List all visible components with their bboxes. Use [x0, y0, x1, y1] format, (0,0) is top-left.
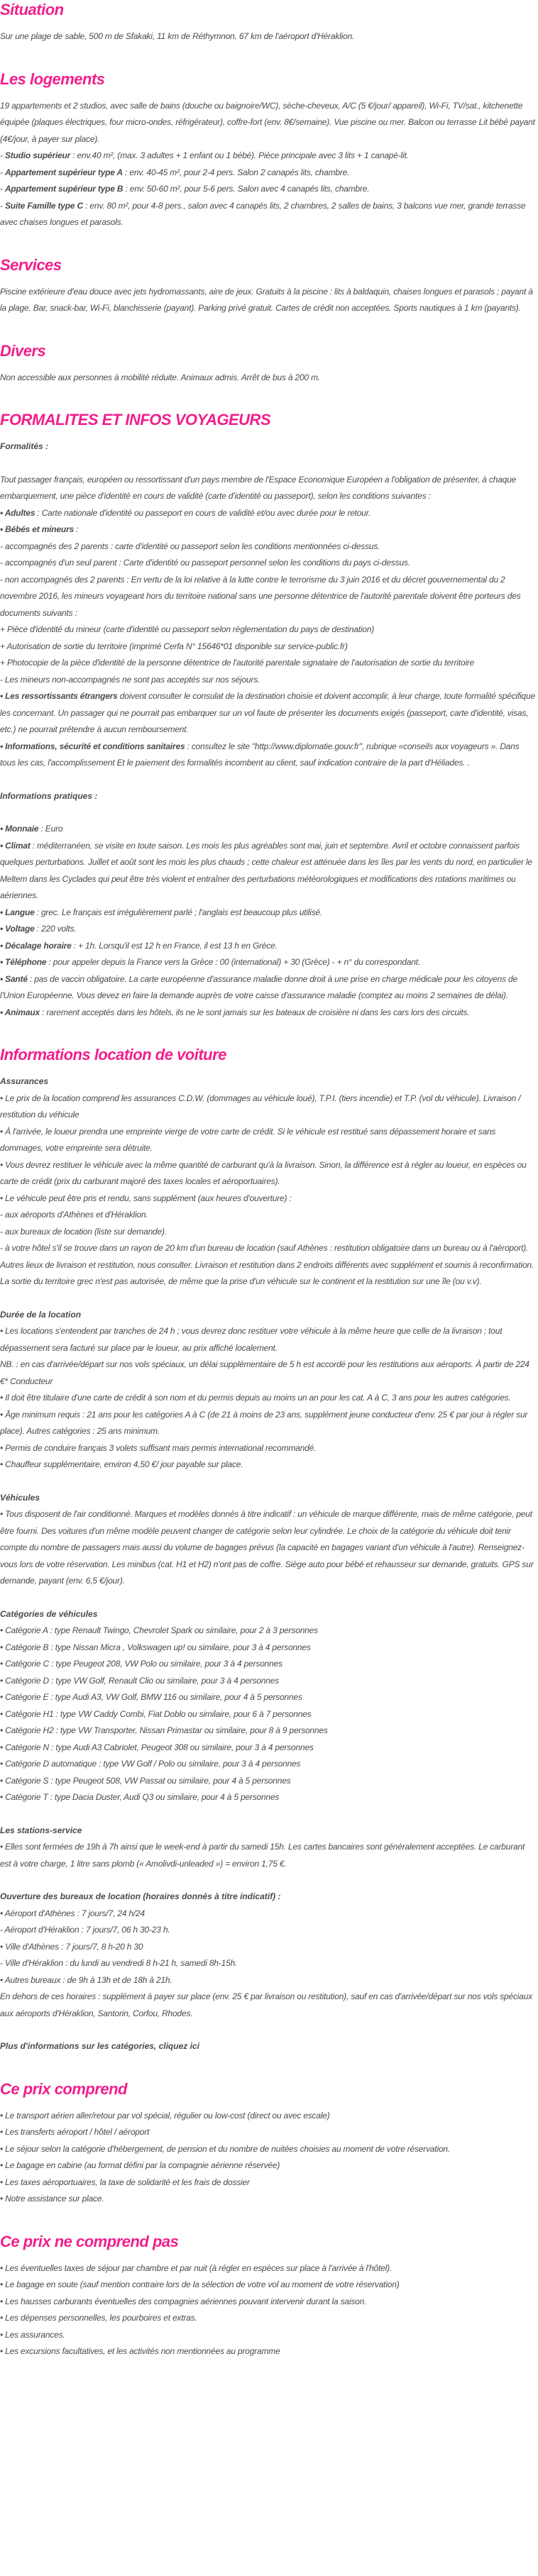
- divers-text: Non accessible aux personnes à mobilité réduite. Animaux admis. Arrêt de bus à 200 m.: [0, 372, 321, 382]
- services-heading: Services: [0, 255, 62, 274]
- duree-line: • Âge minimum requis : 21 ans pour les catégories A à C (de 21 à moins de 23 ans, supplément jeune conducteur d'env. 25 € par jour à régler sur place). Autres catégories : 25 ans minimum.: [0, 1409, 528, 1436]
- room-type-item: - Suite Famille type C : env. 80 m², pour 4-8 pers., salon avec 4 canapés lits, 2 chambres, 2 salles de bains, 3 balcons vue mer, grande terrasse avec chaises longues et parasols.: [0, 200, 526, 227]
- section-formalites: [0, 410, 537, 1021]
- ne-comprend-item: • Les éventuelles taxes de séjour par chambre et par nuit (à régler en espèces sur place à l'arrivée à l'hôtel).: [0, 2262, 392, 2273]
- room-type-name: Studio supérieur: [4, 150, 71, 160]
- situation-text: Sur une plage de sable, 500 m de Sfakaki, 11 km de Réthymnon, 67 km de l'aéroport d'Héraklion.: [0, 31, 355, 41]
- ouverture-line: En dehors de ces horaires : supplément à payer sur place (env. 25 € par livraison ou restitution), sauf en cas d'arrivée/départ sur nos vols spéciaux aux aéroports d'Héraklion, Santorin, Corfou, Rhodes.: [0, 1991, 533, 2018]
- comprend-item: • Notre assistance sur place.: [0, 2194, 104, 2204]
- etrangers-item: • Les ressortissants étrangers doivent consulter le consulat de la destination choisie et doivent accomplir, à leur charge, toute formalité spécifique les concernant. Un passager qui ne pourrait pas embarquer sur un vol faute de présenter les documents exigés (passeport, carte d'identité, visas, etc.) ne pourrait prétendre à aucun remboursement.: [0, 691, 535, 734]
- assurances-line: • Le prix de la location comprend les assurances C.D.W. (dommages au véhicule loué), T.P.I. (tiers incendie) et T.P. (vol du véhicule). Livraison / restitution du véhicule: [0, 1093, 521, 1120]
- duree-line: • Permis de conduire français 3 volets suffisant mais permis international recommandé.: [0, 1442, 317, 1453]
- category-item: • Catégorie H1 : type VW Caddy Combi, Fiat Doblo ou similaire, pour 6 à 7 personnes: [0, 1708, 312, 1719]
- category-item: • Catégorie N : type Audi A3 Cabriolet, Peugeot 308 ou similaire, pour 3 à 4 personnes: [0, 1742, 314, 1752]
- securite-item: • Informations, sécurité et conditions sanitaires : consultez le site "http://www.diplomatie.gouv.fr", rubrique «conseils aux voyageurs ». Dans tous les cas, l'accomplissement Et le paiement des formalités incombent au client, sauf indication contraire de la part d'Héliades. .: [0, 741, 520, 768]
- comprend-item: • Le transport aérien aller/retour par vol spécial, régulier ou low-cost (direct ou avec escale): [0, 2110, 330, 2121]
- adultes-item: • Adultes : Carte nationale d'identité ou passeport en cours de validité et/ou avec durée pour le retour.: [0, 507, 371, 518]
- ne-comprend-item: • Les excursions facultatives, et les activités non mentionnées au programme: [0, 2346, 280, 2356]
- vehicules-label: Véhicules: [0, 1492, 40, 1503]
- pratique-item: • Téléphone : pour appeler depuis la France vers la Grèce : 00 (international) + 30 (Grèce) - + n° du correspondant.: [0, 957, 421, 967]
- assurances-label: Assurances: [0, 1076, 49, 1086]
- pratique-item: • Voltage : 220 volts.: [0, 924, 77, 934]
- stations-label: Les stations-service: [0, 1825, 82, 1835]
- ouverture-line: • Autres bureaux : de 9h à 13h et de 18h à 21h.: [0, 1974, 172, 1985]
- ouverture-line: • Aéroport d'Athènes : 7 jours/7, 24 h/24: [0, 1908, 145, 1918]
- comprend-item: • Le bagage en cabine (au format défini par la compagnie aérienne réservée): [0, 2160, 280, 2170]
- assurances-line: • À l'arrivée, le loueur prendra une empreinte vierge de votre carte de crédit. Si le véhicule est restitué sans dépassement horaire et sans dommages, votre empreinte sera détruite.: [0, 1126, 496, 1153]
- assurances-line: • Vous devrez restituer le véhicule avec la même quantité de carburant qu'à la livraison. Sinon, la différence est à régler au loueur, en espèces ou carte de crédit (prix du carburant majoré des taxes locales et aéroportuaires).: [0, 1159, 527, 1186]
- pratique-item: • Langue : grec. Le français est irrégulièrement parlé ; l'anglais est beaucoup plus utilisé.: [0, 907, 323, 917]
- category-item: • Catégorie T : type Dacia Duster, Audi Q3 ou similaire, pour 4 à 5 personnes: [0, 1792, 280, 1802]
- room-type-name: Suite Famille type C: [4, 200, 83, 211]
- ouverture-line: - Ville d'Héraklion : du lundi au vendredi 8 h-21 h, samedi 8h-15h.: [0, 1958, 238, 1968]
- duree-line: • Les locations s'entendent par tranches de 24 h ; vous devrez donc restituer votre véhicule à la même heure que celle de la livraison ; tout dépassement sera facturé sur place par le loueur, au prix affiché localement.: [0, 1326, 503, 1353]
- mineurs-line: - Les mineurs non-accompagnés ne sont pas acceptés sur nos séjours.: [0, 674, 260, 685]
- category-item: • Catégorie A : type Renault Twingo, Chevrolet Spark ou similaire, pour 2 à 3 personnes: [0, 1625, 318, 1635]
- category-item: • Catégorie B : type Nissan Micra , Volkswagen up! ou similaire, pour 3 à 4 personnes: [0, 1642, 311, 1652]
- formalites-intro: Tout passager français, européen ou ressortissant d'un pays membre de l'Espace Economique Européen a l'obligation de présenter, à chaque embarquement, une pièce d'identité en cours de validité (carte d'identité ou passeport), selon les conditions suivantes :: [0, 474, 517, 501]
- comprend-item: • Les taxes aéroportuaires, la taxe de solidarité et les frais de dossier: [0, 2177, 250, 2187]
- ne-comprend-item: • Les assurances.: [0, 2329, 65, 2340]
- assurances-line: • Le véhicule peut être pris et rendu, sans supplément (aux heures d'ouverture) :: [0, 1193, 292, 1203]
- mineurs-line: + Pièce d'identité du mineur (carte d'identité ou passeport selon règlementation du pays de destination): [0, 624, 375, 634]
- ne-comprend-item: • Les dépenses personnelles, les pourboires et extras.: [0, 2313, 197, 2323]
- comprend-heading: Ce prix comprend: [0, 2079, 128, 2098]
- category-item: • Catégorie H2 : type VW Transporter, Nissan Primastar ou similaire, pour 8 à 9 personnes: [0, 1725, 328, 1735]
- logements-intro: 19 appartements et 2 studios, avec salle de bains (douche ou baignoire/WC), sèche-cheveux, A/C (5 €/jour/ appareil), Wi-Fi, TV/sat., kitchenette équipée (plaques électriques, four micro-ondes, réfrigérateur), coffre-fort (env. 8€/semaine). Vue piscine ou mer. Balcon ou terrasse Lit bébé payant (4€/jour, à payer sur place).: [0, 100, 535, 144]
- pratique-item: • Animaux : rarement acceptés dans les hôtels, ils ne le sont jamais sur les bateaux de croisière ni dans les cars lors des circuits.: [0, 1007, 470, 1017]
- vehicules-line: • Tous disposent de l'air conditionné. Marques et modèles donnés à titre indicatif : un véhicule de marque différente, mais de même catégorie, peut être fourni. Des voitures d'un même modèle peuvent changer de catégorie selon leur cylindrée. Le choix de la catégorie du véhicule doit tenir compte du nombre de passagers mais aussi du volume de bagages prévus (la capacité en bagages variant d'un véhicule à l'autre). Renseignez- vous lors de votre réservation. Les minibus (cat. H1 et H2) n'ont pas de coffre. Siège auto pour bébé et rehausseur sur demande, gratuits. GPS sur demande, payant (env. 6,5 €/jour).: [0, 1509, 534, 1586]
- category-item: • Catégorie S : type Peugeot 508, VW Passat ou similaire, pour 4 à 5 personnes: [0, 1775, 291, 1786]
- categories-label: Catégories de véhicules: [0, 1608, 98, 1619]
- category-item: • Catégorie E : type Audi A3, VW Golf, BMW 116 ou similaire, pour 4 à 5 personnes: [0, 1692, 302, 1702]
- formalites-label: Formalités :: [0, 441, 49, 451]
- section-logements: [0, 70, 537, 231]
- mineurs-line: - accompagnés des 2 parents : carte d'identité ou passeport selon les conditions mentionnées ci-dessus.: [0, 541, 380, 551]
- mineurs-line: - accompagnés d'un seul parent : Carte d'identité ou passeport personnel selon les conditions du pays ci-dessus.: [0, 558, 410, 568]
- pratique-item: • Santé : pas de vaccin obligatoire. La carte européenne d'assurance maladie donne droit à une prise en charge médicale pour les citoyens de l'Union Européenne. Vous devez en faire la demande auprès de votre caisse d'assurance maladie (comptez au moins 2 semaines de délai).: [0, 973, 517, 1000]
- assurances-line: - à votre hôtel s'il se trouve dans un rayon de 20 km d'un bureau de location (sauf Athènes : restitution obligatoire dans un bureau ou à l'aéroport).: [0, 1243, 529, 1253]
- section-location-voiture: [0, 1045, 537, 2055]
- section-divers: [0, 341, 537, 387]
- more-categories-link[interactable]: Plus d'informations sur les catégories, cliquez ici: [0, 2041, 199, 2051]
- room-type-name: Appartement supérieur type A: [4, 167, 123, 177]
- bebes-item: • Bébés et mineurs :: [0, 524, 79, 534]
- duree-line: NB. : en cas d'arrivée/départ sur nos vols spéciaux, un délai supplémentaire de 5 h est accordé pour les restitutions aux aéroports. À partir de 224 €* Conducteur: [0, 1359, 529, 1386]
- assurances-line: - aux aéroports d'Athènes et d'Héraklion.: [0, 1210, 148, 1220]
- section-prix-ne-comprend-pas: [0, 2232, 537, 2360]
- ne-comprend-item: • Les hausses carburants éventuelles des compagnies aériennes pouvant intervenir durant la saison.: [0, 2296, 367, 2306]
- divers-heading: Divers: [0, 341, 46, 360]
- assurances-line: - aux bureaux de location (liste sur demande).: [0, 1226, 167, 1237]
- stations-line: • Elles sont fermées de 19h à 7h ainsi que le week-end à partir du samedi 15h. Les cartes bancaires sont généralement acceptées. Le carburant est à votre charge, 1 litre sans plomb (« Amolivdi-unleaded ») = environ 1,75 €.: [0, 1842, 525, 1869]
- services-text: Piscine extérieure d'eau douce avec jets hydromassants, aire de jeux. Gratuits à la piscine : lits à baldaquin, chaises longues et parasols ; payant à la plage. Bar, snack-bar, Wi-Fi, blanchisserie (payant). Parking privé gratuit. Cartes de crédit non acceptées. Sports nautiques à 1 km (payants).: [0, 286, 533, 313]
- formalites-heading: FORMALITES ET INFOS VOYAGEURS: [0, 411, 271, 429]
- category-item: • Catégorie D automatique : type VW Golf / Polo ou similaire, pour 3 à 4 personnes: [0, 1759, 301, 1769]
- comprend-item: • Les transferts aéroport / hôtel / aéroport: [0, 2127, 150, 2137]
- pratiques-label: Informations pratiques :: [0, 790, 98, 801]
- duree-line: • Chauffeur supplémentaire, environ 4,50 €/ jour payable sur place.: [0, 1459, 243, 1469]
- situation-heading: Situation: [0, 1, 64, 18]
- logements-heading: Les logements: [0, 70, 105, 88]
- duree-label: Durée de la location: [0, 1309, 82, 1320]
- section-services: [0, 255, 537, 317]
- room-type-item: - Appartement supérieur type A : env. 40-45 m², pour 2-4 pers. Salon 2 canapés lits, chambre.: [0, 167, 350, 177]
- pratique-item: • Monnaie : Euro: [0, 824, 63, 834]
- category-item: • Catégorie C : type Peugeot 208, VW Polo ou similaire, pour 3 à 4 personnes: [0, 1659, 282, 1669]
- room-type-desc: : env. 40-45 m², pour 2-4 pers. Salon 2 canapés lits, chambre.: [122, 167, 350, 177]
- pratique-item: • Climat : méditerranéen, se visite en toute saison. Les mois les plus agréables sont mai, juin et septembre. Avril et octobre connaissent parfois quelques perturbations. Juillet et août sont les mois les plus chauds ; cette chaleur est atténuée dans les îles par les vents du nord, en particulier le Meltem dans les Cyclades qui peut être très violent et entraîner des perturbations météorologiques et modifications des rotations maritimes ou aériennes.: [0, 840, 532, 900]
- ne-comprend-item: • Le bagage en soute (sauf mention contraire lors de la sélection de votre vol au moment de votre réservation): [0, 2279, 400, 2289]
- pratique-item: • Décalage horaire : + 1h. Lorsqu'il est 12 h en France, il est 13 h en Grèce.: [0, 940, 278, 951]
- section-prix-comprend: [0, 2079, 537, 2208]
- room-type-desc: : env. 80 m², pour 4-8 pers., salon avec 4 canapés lits, 2 chambres, 2 salles de bains, 3 balcons vue mer, grande terrasse avec chaises longues et parasols.: [0, 200, 526, 227]
- room-type-item: - Appartement supérieur type B : env. 50-60 m², pour 5-6 pers. Salon avec 4 canapés lits, chambre.: [0, 184, 370, 194]
- location-heading: Informations location de voiture: [0, 1046, 226, 1063]
- section-situation: [0, 0, 537, 45]
- ouverture-line: • Ville d'Athènes : 7 jours/7, 8 h-20 h 30: [0, 1941, 143, 1952]
- comprend-item: • Le séjour selon la catégorie d'hébergement, de pension et du nombre de nuitées choisies au moment de votre réservation.: [0, 2143, 451, 2154]
- category-item: • Catégorie D : type VW Golf, Renault Clio ou similaire, pour 3 à 4 personnes: [0, 1675, 279, 1686]
- mineurs-line: + Autorisation de sortie du territoire (imprimé Cerfa N° 15646*01 disponible sur service-public.fr): [0, 641, 348, 651]
- duree-line: • Il doit être titulaire d'une carte de crédit à son nom et du permis depuis au moins un an pour les cat. A à C, 3 ans pour les autres catégories.: [0, 1393, 511, 1403]
- ouverture-line: - Aéroport d'Héraklion : 7 jours/7, 06 h 30-23 h.: [0, 1925, 170, 1935]
- room-type-name: Appartement supérieur type B: [4, 184, 123, 194]
- ouverture-label: Ouverture des bureaux de location (horaires donnés à titre indicatif) :: [0, 1891, 281, 1901]
- room-type-desc: : env. 50-60 m², pour 5-6 pers. Salon avec 4 canapés lits, chambre.: [123, 184, 370, 194]
- room-type-desc: : env.40 m², (max. 3 adultes + 1 enfant ou 1 bébé). Pièce principale avec 3 lits + 1 canapé-lit.: [70, 150, 409, 160]
- mineurs-line: + Photocopie de la pièce d'identité de la personne détentrice de l'autorité parentale signataire de l'autorisation de sortie du territoire: [0, 658, 475, 668]
- assurances-line: Autres lieux de livraison et restitution, nous consulter. Livraison et restitution dans 2 endroits différents avec supplément et soumis à reconfirmation. La sortie du territoire grec n'est pas autorisée, de même que la prise d'un véhicule sur le continent et la restitution sur une île (ou v.v).: [0, 1259, 534, 1286]
- ne-comprend-heading: Ce prix ne comprend pas: [0, 2232, 179, 2250]
- room-type-item: - Studio supérieur : env.40 m², (max. 3 adultes + 1 enfant ou 1 bébé). Pièce principale avec 3 lits + 1 canapé-lit.: [0, 150, 409, 160]
- mineurs-line: - non accompagnés des 2 parents : En vertu de la loi relative à la lutte contre le terrorisme du 3 juin 2016 et du décret gouvernemental du 2 novembre 2016, les mineurs voyageant hors du territoire national sans une personne détentrice de l'autorité parentale doivent être porteurs des documents suivants :: [0, 574, 521, 618]
